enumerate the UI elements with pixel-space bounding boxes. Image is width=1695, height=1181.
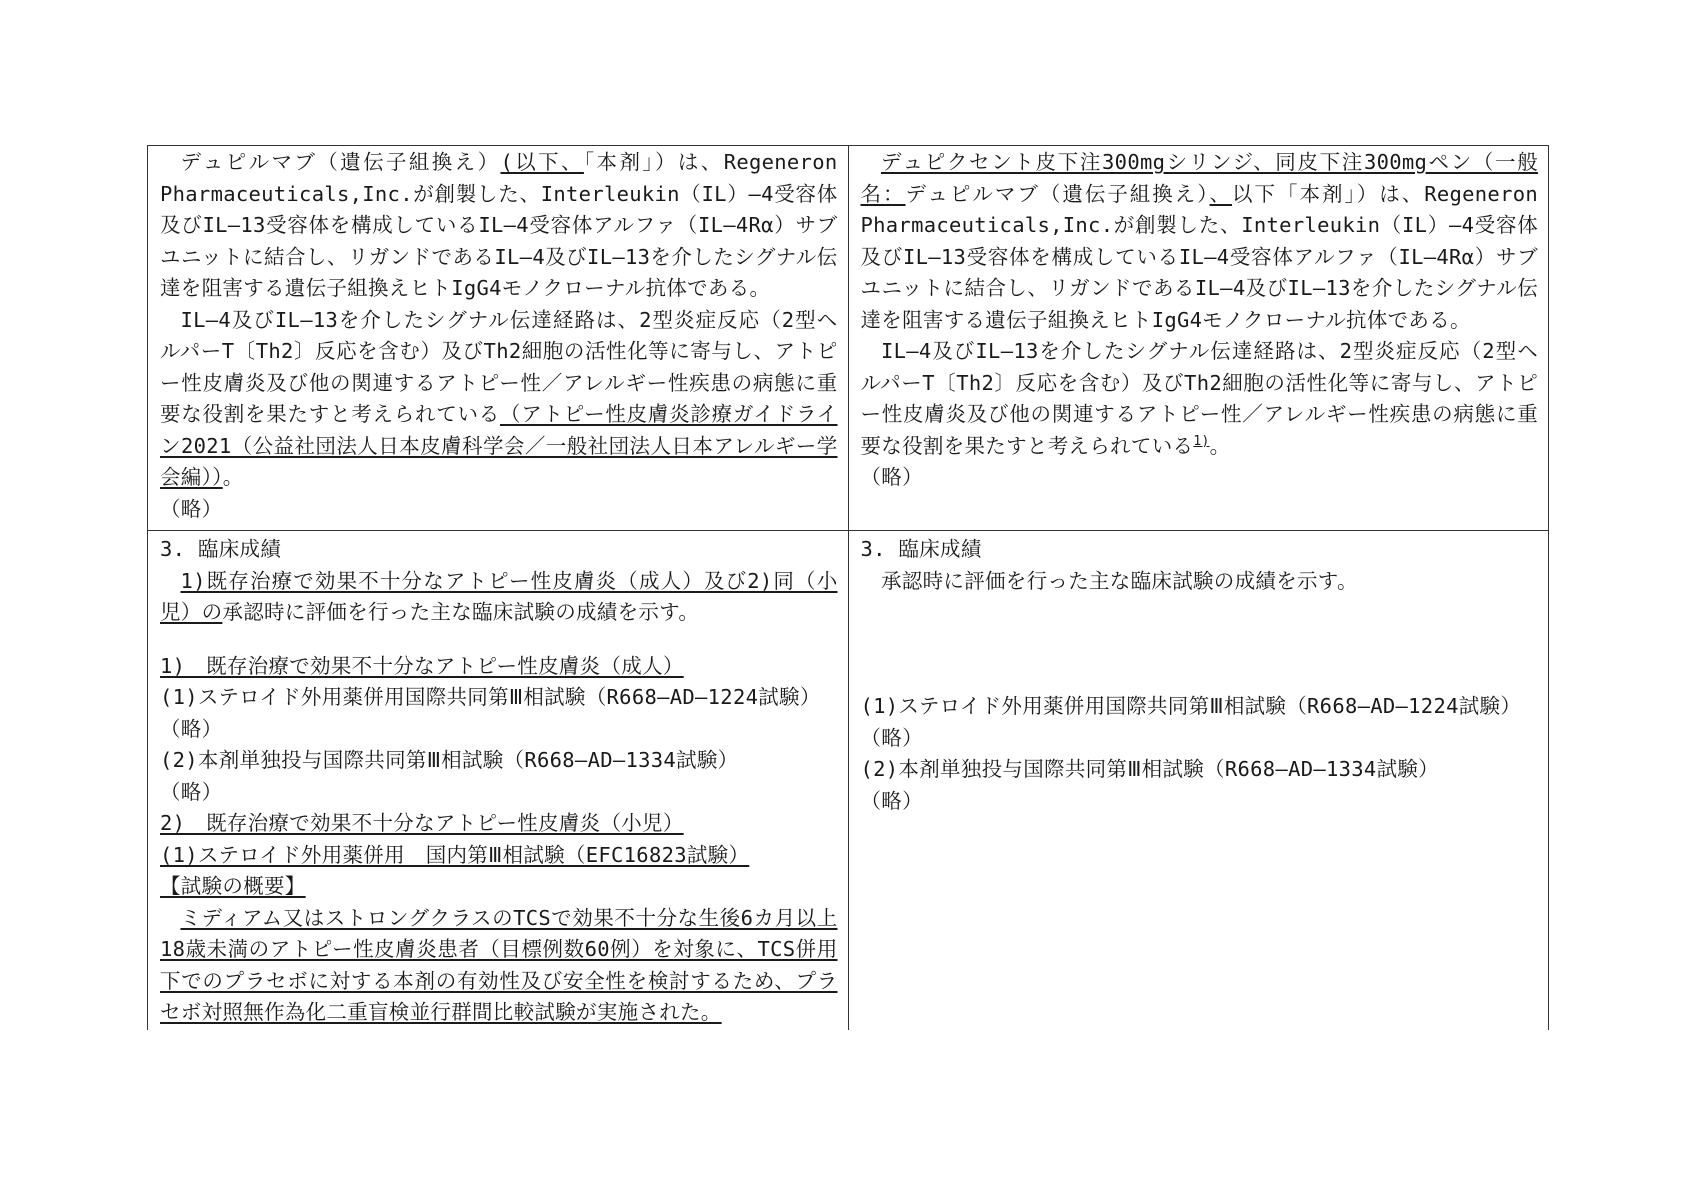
right-overview-paragraph-1 <box>861 147 1539 336</box>
right-reference-superscript: 1) <box>1193 433 1210 449</box>
right-omitted-1: （略） <box>860 725 923 750</box>
left-mechanism-text: IL―4及びIL―13を介したシグナル伝達経路は、2型炎症反応（2型ヘルパーT〔Th2〕反応を含む）及びTh2細胞の活性化等に寄与し、アトピー性皮膚炎及び他の関連するアトピー性／アレルギー性疾患の病態に重要な役割を果たすと考えられている <box>160 307 838 426</box>
left-guideline-reference: （アトピー性皮膚炎診療ガイドライン2021（公益社団法人日本皮膚科学会／一般社団法人日本アレルギー学会編）） <box>160 402 838 489</box>
left-description: 「本剤」）は、Regeneron Pharmaceuticals,Inc.が創製した、Interleukin（IL）―4受容体及びIL―13受容体を構成しているIL―4受容体アルファ（IL―4Rα）サブユニットに結合し、リガンドであるIL―4及びIL―13を介したシグナル伝達を阻害する遺伝子組換えヒトIgG4モノクローナル抗体である。 <box>160 150 838 300</box>
left-omitted-1: （略） <box>160 716 223 741</box>
table-row-overview <box>148 146 1549 531</box>
left-underlined-insert: (以下、 <box>500 150 584 174</box>
right-omitted-2: （略） <box>860 788 923 813</box>
left-overview-heading: 【試験の概要】 <box>160 874 306 898</box>
left-section-heading: 3. 臨床成績 <box>160 537 282 561</box>
left-subheading-adult: 1) 既存治療で効果不十分なアトピー性皮膚炎（成人） <box>160 653 684 678</box>
left-period: 。 <box>222 465 244 489</box>
right-underlined-comma: 、 <box>1209 181 1233 206</box>
right-trial-1334: (2)本剤単独投与国際共同第Ⅲ相試験（R668―AD―1334試験） <box>860 757 1439 781</box>
left-intro-rest: 承認時に評価を行った主な臨床試験の成績を示す。 <box>222 600 700 624</box>
right-cell-overview <box>848 146 1549 531</box>
spacer <box>160 629 838 651</box>
right-omitted-note: （略） <box>860 465 923 489</box>
left-cell-overview <box>148 146 849 531</box>
left-overview-paragraph-1 <box>160 147 838 305</box>
table-row-clinical <box>148 531 1549 1031</box>
left-overview-heading-line <box>160 871 838 903</box>
left-trial-efc16823: (1)ステロイド外用薬併用 国内第Ⅲ相試験（EFC16823試験） <box>160 842 750 867</box>
right-intro: 承認時に評価を行った主な臨床試験の成績を示す。 <box>881 568 1358 593</box>
right-product-name: デュピクセント皮下注300mgシリンジ、同皮下注300mgペン（一般名： <box>860 150 1538 206</box>
left-cell-clinical <box>148 531 849 1031</box>
left-trial-1334: (2)本剤単独投与国際共同第Ⅲ相試験（R668―AD―1334試験） <box>160 748 739 772</box>
right-drug-name: デュピルマブ（遺伝子組換え） <box>905 181 1210 206</box>
right-cell-clinical <box>848 531 1549 1031</box>
left-drug-name: デュピルマブ（遺伝子組換え） <box>180 150 501 174</box>
right-period: 。 <box>1209 433 1231 458</box>
right-trial-1224: (1)ステロイド外用薬併用国際共同第Ⅲ相試験（R668―AD―1224試験） <box>860 694 1522 718</box>
left-subheading-child: 2) 既存治療で効果不十分なアトピー性皮膚炎（小児） <box>160 811 684 835</box>
comparison-table <box>147 145 1549 1030</box>
right-mechanism-text: IL―4及びIL―13を介したシグナル伝達経路は、2型炎症反応（2型ヘルパーT〔Th2〕反応を含む）及びTh2細胞の活性化等に寄与し、アトピー性皮膚炎及び他の関連するアトピー性／アレルギー性疾患の病態に重要な役割を果たすと考えられている <box>860 339 1538 458</box>
spacer <box>861 597 1539 691</box>
left-overview-text: ミディアム又はストロングクラスのTCSで効果不十分な生後6カ月以上18歳未満のアトピー性皮膚炎患者（目標例数60例）を対象に、TCS併用下でのプラセボに対する本剤の有効性及び安全性を検討するため、プラセボ対照無作為化二重盲検並行群間比較試験が実施された。 <box>160 905 838 1024</box>
left-omitted-note: （略） <box>160 496 223 521</box>
left-omitted-2: （略） <box>160 779 223 804</box>
right-description: 以下「本剤」）は、Regeneron Pharmaceuticals,Inc.が創製した、Interleukin（IL）―4受容体及びIL―13受容体を構成しているIL―4受容体アルファ（IL―4Rα）サブユニットに結合し、リガンドであるIL―4及びIL―13を介したシグナル伝達を阻害する遺伝子組換えヒトIgG4モノクローナル抗体である。 <box>860 181 1538 332</box>
left-intro-underlined: 1)既存治療で効果不十分なアトピー性皮膚炎（成人）及び2)同（小児）の <box>160 568 838 624</box>
left-overview-paragraph-2 <box>160 305 838 494</box>
left-trial-1224: (1)ステロイド外用薬併用国際共同第Ⅲ相試験（R668―AD―1224試験） <box>160 685 821 709</box>
right-overview-paragraph-2 <box>861 336 1539 462</box>
right-section-heading: 3. 臨床成績 <box>860 537 982 561</box>
left-intro <box>160 566 838 629</box>
